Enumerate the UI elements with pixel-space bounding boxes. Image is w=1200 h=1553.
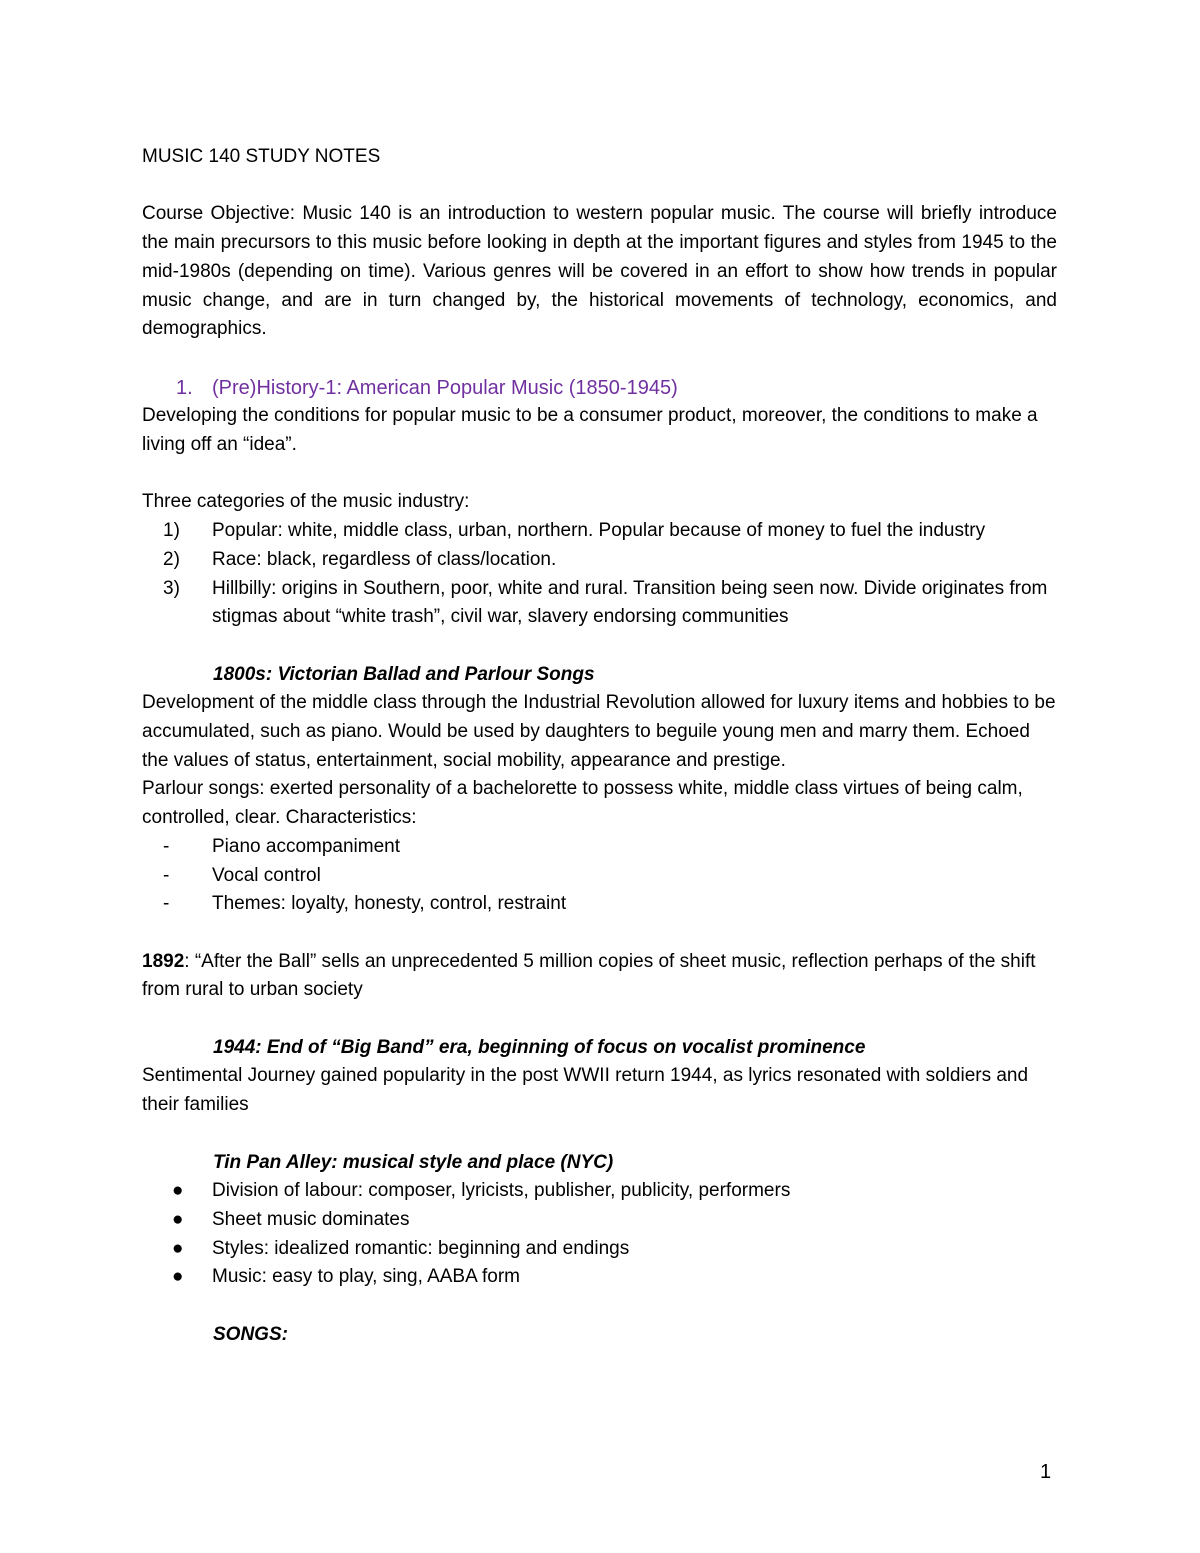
list-item-text: Themes: loyalty, honesty, control, restraint	[212, 893, 567, 915]
list-item	[142, 890, 1057, 919]
victorian-paragraph: Development of the middle class through the Industrial Revolution allowed for luxury items and hobbies to be accumulated, such as piano. Would be used by daughters to beguile young men and marry them. Echoed the values of status, entertainment, social mobility, appearance and prestige.	[142, 692, 1056, 771]
list-item	[142, 1235, 1057, 1264]
page-number: 1	[1040, 1461, 1052, 1483]
list-marker: 1)	[163, 520, 180, 542]
list-item	[142, 1206, 1057, 1235]
categories-intro: Three categories of the music industry:	[142, 491, 470, 513]
blank-line	[142, 1005, 1057, 1034]
list-item-text: Popular: white, middle class, urban, northern. Popular because of money to fuel the industry	[212, 520, 986, 542]
characteristics-list	[142, 833, 1057, 919]
list-item-text: Piano accompaniment	[212, 835, 400, 857]
course-objective: Course Objective: Music 140 is an introduction to western popular music. The course will briefly introduce the main precursors to this music before looking in depth at the important figures and styles from 1945 to the mid-1980s (depending on time). Various genres will be covered in an effort to show how trends in popular music change, and are in turn changed by, the historical movements of technology, economics, and demographics.	[142, 203, 1057, 340]
list-marker: -	[163, 893, 170, 915]
year-label: 1892	[142, 950, 185, 972]
subheading-victorian: 1800s: Victorian Ballad and Parlour Songs	[213, 663, 595, 685]
list-item-text: Styles: idealized romantic: beginning and endings	[212, 1237, 630, 1259]
subheading-big-band: 1944: End of “Big Band” era, beginning of focus on vocalist prominence	[213, 1036, 866, 1058]
list-marker: 3)	[163, 577, 180, 599]
document-body	[142, 143, 1057, 1349]
list-item-text: Sheet music dominates	[212, 1208, 410, 1230]
parlour-paragraph: Parlour songs: exerted personality of a bachelorette to possess white, middle class virtues of being calm, controlled, clear. Characteristics:	[142, 778, 1023, 829]
list-item	[142, 575, 1057, 632]
list-item	[142, 833, 1057, 862]
blank-line	[142, 919, 1057, 948]
document-title: MUSIC 140 STUDY NOTES	[142, 146, 381, 167]
section-heading	[142, 374, 1057, 403]
blank-line	[142, 460, 1057, 489]
blank-line	[142, 1292, 1057, 1321]
big-band-paragraph: Sentimental Journey gained popularity in the post WWII return 1944, as lyrics resonated with soldiers and their families	[142, 1065, 1029, 1116]
section-title: (Pre)History-1: American Popular Music (1850-1945)	[212, 376, 678, 399]
bullet-icon: ●	[172, 1208, 184, 1230]
list-item-text: Music: easy to play, sing, AABA form	[212, 1266, 520, 1288]
list-item	[142, 1177, 1057, 1206]
section-intro: Developing the conditions for popular music to be a consumer product, moreover, the conditions to make a living off an “idea”.	[142, 405, 1038, 455]
categories-list	[142, 517, 1057, 632]
bullet-icon: ●	[172, 1180, 184, 1202]
blank-line	[142, 1120, 1057, 1149]
year-1892-text: : “After the Ball” sells an unprecedented 5 million copies of sheet music, reflection perhaps of the shift from rural to urban society	[142, 950, 1036, 1001]
list-item	[142, 862, 1057, 891]
list-item-text: Race: black, regardless of class/location.	[212, 548, 557, 570]
blank-line	[142, 172, 1057, 201]
year-1892-paragraph	[142, 948, 1057, 1005]
bullet-icon: ●	[172, 1237, 184, 1259]
list-item	[142, 517, 1057, 546]
blank-line	[142, 344, 1057, 373]
list-item-text: Division of labour: composer, lyricists, publisher, publicity, performers	[212, 1180, 791, 1202]
section-number: 1.	[176, 376, 193, 399]
tin-pan-alley-list	[142, 1177, 1057, 1292]
list-marker: 2)	[163, 548, 180, 570]
subheading-songs: SONGS:	[213, 1323, 288, 1345]
bullet-icon: ●	[172, 1266, 184, 1288]
list-item	[142, 546, 1057, 575]
list-item-text: Hillbilly: origins in Southern, poor, white and rural. Transition being seen now. Divide originates from stigmas about “white trash”, civil war, slavery endorsing communities	[212, 577, 1048, 628]
subheading-tin-pan-alley: Tin Pan Alley: musical style and place (NYC)	[213, 1151, 614, 1173]
list-marker: -	[163, 835, 170, 857]
list-item-text: Vocal control	[212, 864, 321, 886]
list-marker: -	[163, 864, 170, 886]
blank-line	[142, 632, 1057, 661]
list-item	[142, 1263, 1057, 1292]
